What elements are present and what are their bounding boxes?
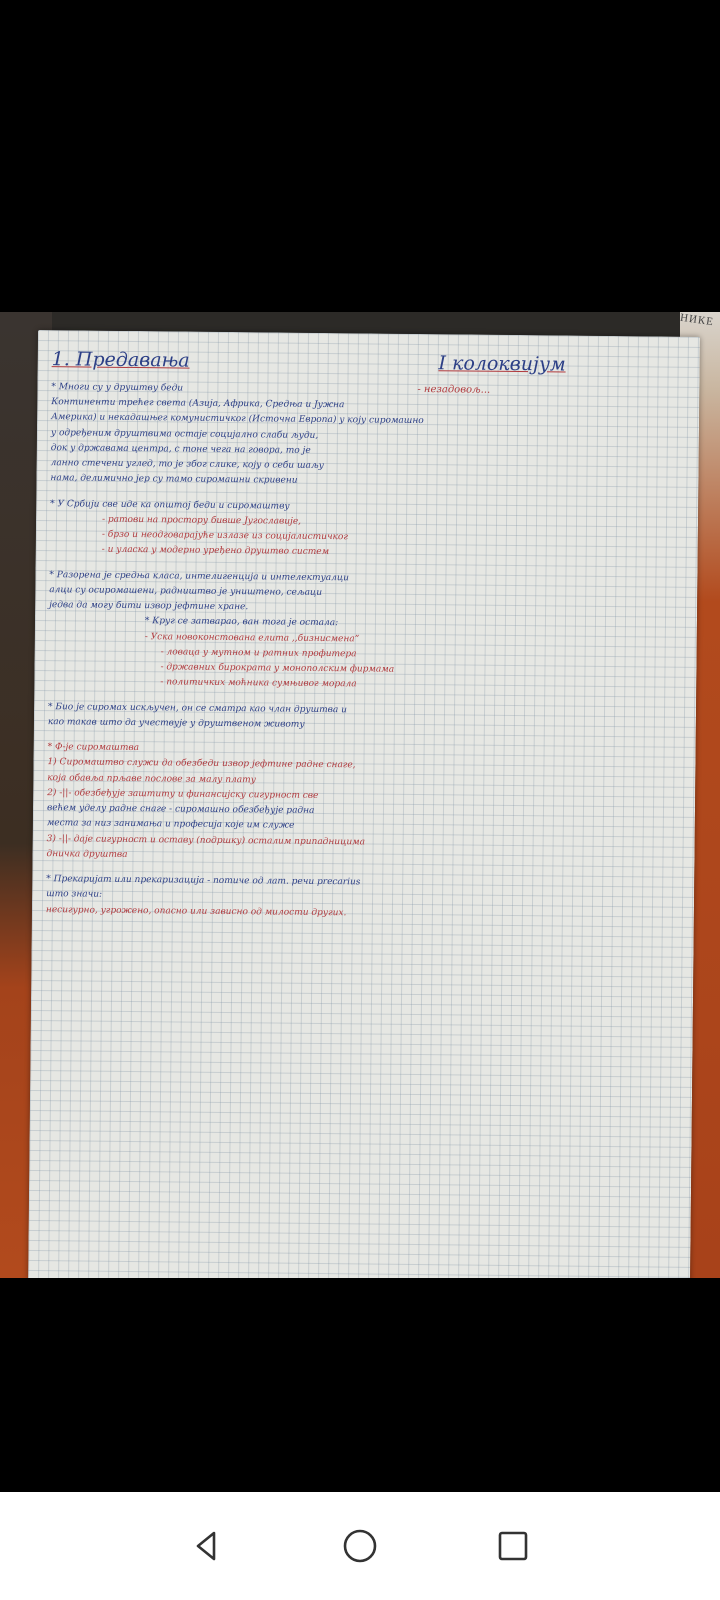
note-line: Континенти трећег света (Азија, Африка, Средња и Јужна [51,397,345,411]
notes-body [46,382,686,923]
note-line: - ратови на простору бивше Југославије, [101,514,302,527]
note-line: нама, делимично јер су тамо сиромашни скривени [50,473,298,486]
colloquium-title: I колоквијум [438,352,566,376]
note-line: 3) -||- даје сигурност и оставу (подршку) осталим припадницима [46,833,366,847]
home-button[interactable] [330,1516,390,1576]
note-line: Америка) и некадашњег комунистичког (Источна Европа) у коју сиромашно [51,412,424,427]
note-line: док у државама центра, с тоне чега на говора, то је [50,442,311,456]
back-icon [189,1528,225,1564]
note-line: алци су осиромашени, радништво је уништено, сељаци [49,584,323,598]
note-line: * Многи су у друштву беди [51,381,184,394]
note-line: већем уделу радне снаге - сиромашно обезбеђује радна [46,803,315,816]
note-line: * Разорена је средња класа, интелигенција и интелектуалци [49,569,349,583]
note-line: * Био је сиромах искључен, он се сматра као члан друштва и [48,701,347,715]
home-icon [341,1527,379,1565]
note-line: која обавља прљаве послове за малу плату [47,772,256,785]
note-line: * Круг се затварао, ван тога је остала: [144,616,339,629]
note-line: * Ф-је сиромаштва [47,742,140,754]
recents-button[interactable] [483,1516,543,1576]
note-line: једва да могу бити извор јефтине хране. [49,600,249,613]
note-line: - Уска новоконстована елита ,,бизнисмена” [144,631,360,644]
recents-icon [496,1529,530,1563]
note-line: - политичких моћника сумњивог морала [160,677,357,690]
back-button[interactable] [177,1516,237,1576]
navigation-bar [0,1492,720,1600]
notebook-page [28,330,700,1278]
note-line: као такав што да учествује у друштвеном животу [47,716,305,730]
note-line: - ловаца у мутном и ратних профитера [160,647,357,660]
note-line: - државних бирократа у монополским фирмама [160,662,395,675]
note-line: ланно стечени углед, то је због слике, коју о себи шаљу [50,458,324,472]
header-note: - незадовољ... [417,383,491,396]
note-line: места за низ занимања и професија које им служе [46,818,295,831]
note-line: у одређеним друштвима остаје социјално слаби људи, [50,427,319,441]
notebook-photo [0,312,720,1278]
note-line: * Прекаријат или прекаризација - потиче од лат. речи precarius [46,874,361,888]
note-line: што значи: [46,889,103,900]
note-line: - брзо и неодговарајуће излазе из социјалистичког [101,529,348,543]
note-line: 2) -||- обезбеђује заштиту и финансијску сигурност све [47,787,319,801]
note-line: несигурно, угрожено, опасно или зависно од милости других. [45,904,347,918]
note-line: 1) Сиромаштво служи да обезбеди извор јефтине радне снаге, [47,757,356,771]
note-line: дничка друштва [46,848,128,860]
corner-text: НИКЕ [679,312,715,329]
lecture-title: 1. Предавања [51,348,190,372]
page-header [52,348,686,378]
note-line: * У Србији све иде ка општој беди и сиромаштву [50,498,290,512]
note-line: - и уласка у модерно уређено друштво систем [101,544,330,558]
